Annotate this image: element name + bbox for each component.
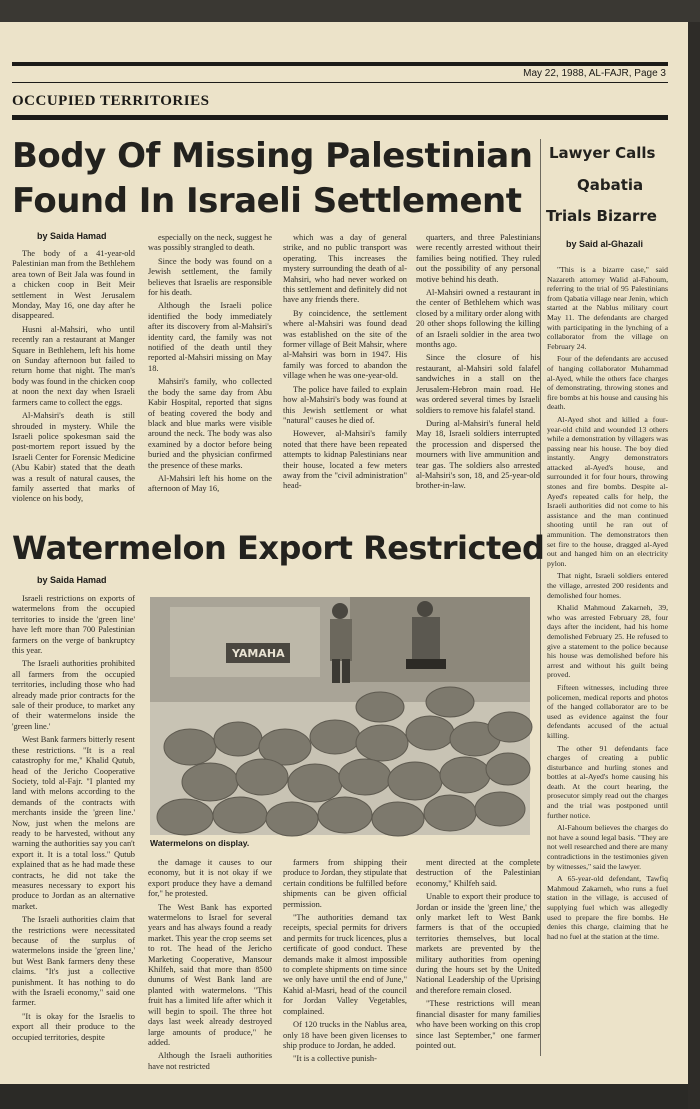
column-divider: [540, 139, 541, 1056]
paragraph: Al-Mahsiri left his home on the afternoon of May 16,: [148, 473, 272, 494]
story1-headline-line1: Body Of Missing Palestinian: [12, 136, 533, 176]
paragraph: The police have failed to explain how al-Mahsiri's body was found at this Jewish settlement or what "natural" causes he died of.: [283, 384, 407, 425]
dateline-rule: [12, 82, 668, 83]
paragraph: Since the body was found on a Jewish settlement, the family believes that Israelis are responsible for his death.: [148, 256, 272, 298]
paragraph: Although the Israeli police identified the body immediately after its discovery from al-Mahsiri's identity card, the family was not notified of the death until they reported al-Mahsiri missing on May 18.: [148, 301, 272, 373]
paragraph: Khalid Mahmoud Zakarneh, 39, who was arrested February 28, four days after the incident, had his home demolished February 25. He refused to give a statement to the police because his house was demolished before his arrest and without his guilt being proved.: [547, 603, 668, 680]
story1-column-4: [416, 233, 540, 539]
paragraph: However, al-Mahsiri's family noted that there have been repeated attempts to kidnap Palestinians near their house, located a few meters away from the "civil administration" head-: [283, 429, 407, 491]
paragraph: farmers from shipping their produce to Jordan, they stipulate that certain conditions be fulfilled before shipments can be given official permission.: [283, 858, 407, 909]
story3-headline-line1: Lawyer Calls: [549, 144, 656, 162]
story3-headline-line2: Qabatia: [577, 176, 644, 194]
story3-headline-line3: Trials Bizarre: [546, 207, 657, 225]
story1-column-1: [12, 249, 135, 539]
newspaper-page: [0, 22, 688, 1084]
story2-byline: by Saida Hamad: [37, 575, 107, 585]
paragraph: By coincidence, the settlement where al-Mahsiri was found dead was established on the site of the former village of Beit Mahsir, where al-Mahsiri was born in 1947. His family was forced to abandon the village when he was one-year-old.: [283, 308, 407, 381]
top-rule: [12, 62, 668, 66]
paragraph: "This is a bizarre case," said Nazareth attorney Walid al-Fahoum, referring to the trial of 95 Palestinians from Qabatia village near Jenin, which started at the Nablus military court May 11. The defendants are charged with participating in the lynching of a collaborator from the village on February 24.: [547, 265, 668, 351]
watermelon-photo: [150, 597, 530, 835]
paragraph: "It is a collective punish-: [293, 1054, 377, 1064]
paragraph: ment directed at the complete destruction of the Palestinian economy," Khilfeh said.: [416, 858, 540, 888]
paragraph: Fifteen witnesses, including three policemen, medical reports and photos of the hanged collaborator are to be used as evidence against the four defendants accused of the actual killing.: [547, 682, 668, 740]
paragraph: "It is okay for the Israelis to export all their produce to the occupied territories, despite: [12, 1011, 135, 1042]
story1-column-3: [283, 233, 407, 539]
paragraph: Al-Ayed shot and killed a four-year-old child and wounded 13 others while a demonstration by villagers was passing near his house. The boy died instantly. Angry demonstrators attacked al-Ayed's house, and surrounded it for four hours, throwing stones and fire bombs. Despite al-Ayed's repeated calls for help, the Israeli authorities did not come to his assistance and the man continued shooting until he ran out of ammunition. The demonstrators then set fire to the house, dragged al-Ayed out and hanged him on an electricity pylon.: [547, 414, 668, 568]
paragraph: Since the closure of his restaurant, al-Mahsiri sold falafel sandwiches in a stall on the Jerusalem-Hebron main road. He was ordered several times by Israeli soldiers to remove his falafel stand.: [416, 353, 540, 415]
section-rule: [12, 115, 668, 120]
paragraph: The West Bank has exported watermelons to Israel for several years and has always found a ready market. This year the crop seems set to rot. The head of the Jericho Marketing Cooperative, Mansour Khilfeh, said that more than 8500 dunums of West Bank land are planted with watermelons. "This fruit has a limited life after which it will begin to spoil. The three hot days last week already destroyed large amounts of produce," he added.: [148, 902, 272, 1047]
paragraph: The Israeli authorities prohibited all farmers from the occupied territories, including those who had already made prior contracts for the sale of their produce, to market any of their watermelons inside the 'green line.': [12, 659, 135, 731]
story1-headline-line2: Found In Israeli Settlement: [12, 181, 522, 221]
paragraph: During al-Mahsiri's funeral held May 18, Israeli soldiers interrupted the procession and dispersed the mourners with live ammunition and tear gas. The soldiers also arrested al-Mahsiri's son, 18, and 25-year-old brother-in-law.: [416, 418, 540, 491]
story2-column-2: [148, 858, 272, 1071]
paragraph: The body of a 41-year-old Palestinian man from the Bethlehem area town of Beit Jala was found in a chicken coop in Beit Meir settlement in West Jerusalem Monday, May 16, one day after he disappeared.: [12, 249, 135, 321]
paragraph: "These restrictions will mean financial disaster for many families who have been working on this crop since last September," one farmer pointed out.: [416, 999, 540, 1050]
paragraph: "The authorities demand tax receipts, special permits for drivers and permits for truck licences, plus a certificate of good conduct. These demands make it almost impossible to complete shipments on time since we only have until the end of June," Kahid al-Masri, head of the council for Jordan Valley Vegetables, complained.: [283, 913, 407, 1016]
paragraph: The other 91 defendants face charges of creating a public disturbance and hurling stones and bottles at al-Ayed's home causing his death. At the court hearing, the prosecutor simply read out the charges and the trial was postponed until further notice.: [547, 743, 668, 820]
paragraph: especially on the neck, suggest he was possibly strangled to death.: [148, 233, 272, 253]
section-title: OCCUPIED TERRITORIES: [12, 93, 210, 109]
paragraph: which was a day of general strike, and no public transport was operating. This increases the mystery surrounding the death of al-Mahsiri, who had never worked on this settlement and definitely did not have any friends there.: [283, 233, 407, 305]
story1-column-2: [148, 233, 272, 539]
story3-column: [547, 265, 668, 1053]
photo-caption: Watermelons on display.: [150, 838, 250, 848]
paragraph: Israeli restrictions on exports of watermelons from the occupied territories to inside the 'green line' have left more than 700 Palestinian farmers on the verge of bankruptcy this year.: [12, 594, 135, 656]
photo-sign-text: YAMAHA: [232, 647, 285, 660]
paragraph: quarters, and three Palestinians were recently arrested without their families being notified. They ruled out the possibility of any personal motive behind his death.: [416, 233, 540, 284]
story3-byline: by Said al-Ghazali: [566, 239, 644, 249]
story2-column-3: [283, 858, 407, 1064]
paragraph: Unable to export their produce to Jordan or inside the 'green line,' the only market left to West Bank farmers is that of the occupied territories themselves, but local markets are prevented by the military authorities from opening during the hours set by the United National Leadership of the Uprising and therefore remain closed.: [416, 892, 540, 995]
story1-byline: by Saida Hamad: [37, 231, 107, 241]
paragraph: Although the Israeli authorities have not restricted: [148, 1051, 272, 1071]
paragraph: Of 120 trucks in the Nablus area, only 18 have been given licenses to ship produce to Jordan, he added.: [283, 1020, 407, 1050]
scan-top-edge: [0, 0, 700, 22]
scan-right-edge: [688, 22, 700, 1109]
dateline: May 22, 1988, AL-FAJR, Page 3: [523, 68, 666, 79]
paragraph: The Israeli authorities claim that the restrictions were necessitated because of the surplus of watermelons inside the 'green line,' but West Bank farmers deny these claims. "It's just a collective punishment. It has nothing to do with the Israeli economy," said one farmer.: [12, 915, 135, 1008]
paragraph: West Bank farmers bitterly resent these restrictions. "It is a real catastrophy for me," Khalid Qutub, head of the Jericho Cooperative Society, told al-Fajr. "I planted my land with melons according to the demands of the contracts with merchants inside the 'green line.' Now, just when the melons are ready to be harvested, without any warning the authorities say you can't export it. It is a total loss." Qutub explained that as he had made these contracts, he did not take the measures necessary to export his produce to Jordan as an alternative market.: [12, 735, 135, 911]
paragraph: Husni al-Mahsiri, who until recently ran a restaurant at Manger Square in Bethlehem, left his home on Sunday afternoon but failed to return home that night. The man's body was found in the chicken coop at noon the next day when Israeli farmers came to collect the eggs.: [12, 324, 135, 407]
story2-headline: Watermelon Export Restricted: [12, 529, 545, 567]
story2-column-1: [12, 594, 135, 1046]
paragraph: Al-Mahsiri's death is still shrouded in mystery. While the Israeli police spokesman said the post-mortem report issued by the Israeli Center for Forensic Medicine (Abu Kabir) stated that the death was a result of natural causes, the family asserted that marks of violence on his body,: [12, 411, 135, 504]
paragraph: That night, Israeli soldiers entered the village, arrested 200 residents and demolished four homes.: [547, 571, 668, 600]
paragraph: Four of the defendants are accused of hanging collaborator Muhammad al-Ayed, while the others face charges of demonstrating, throwing stones and fire bombs at his house and causing his death.: [547, 354, 668, 412]
paragraph: Al-Fahoum believes the charges do not have a sound legal basis. "They are not well researched and there are many contradictions in the testimonies given by witnesses," said the lawyer.: [547, 823, 668, 871]
paragraph: Mahsiri's family, who collected the body the same day from Abu Kabir Hospital, reported that signs of beating covered the body and black and blue marks were visible around the neck. The body was also examined by a doctor before being buried and the physician confirmed the presence of these marks.: [148, 377, 272, 470]
story2-column-4: [416, 858, 540, 1050]
paragraph: the damage it causes to our economy, but it is not okay if we export produce they have a demand for," he protested.: [148, 858, 272, 899]
paragraph: Al-Mahsiri owned a restaurant in the center of Bethlehem which was closed by a military order along with 20 other shops following the killing of an Israeli soldier in the area two months ago.: [416, 288, 540, 350]
paragraph: A 65-year-old defendant, Tawfiq Mahmoud Zakarneh, who runs a fuel station in the village, is accused of supplying fuel which was allegedly used to prepare the fire bombs. He denies this charge, claiming that he had no fuel at the station at the time.: [547, 874, 668, 941]
